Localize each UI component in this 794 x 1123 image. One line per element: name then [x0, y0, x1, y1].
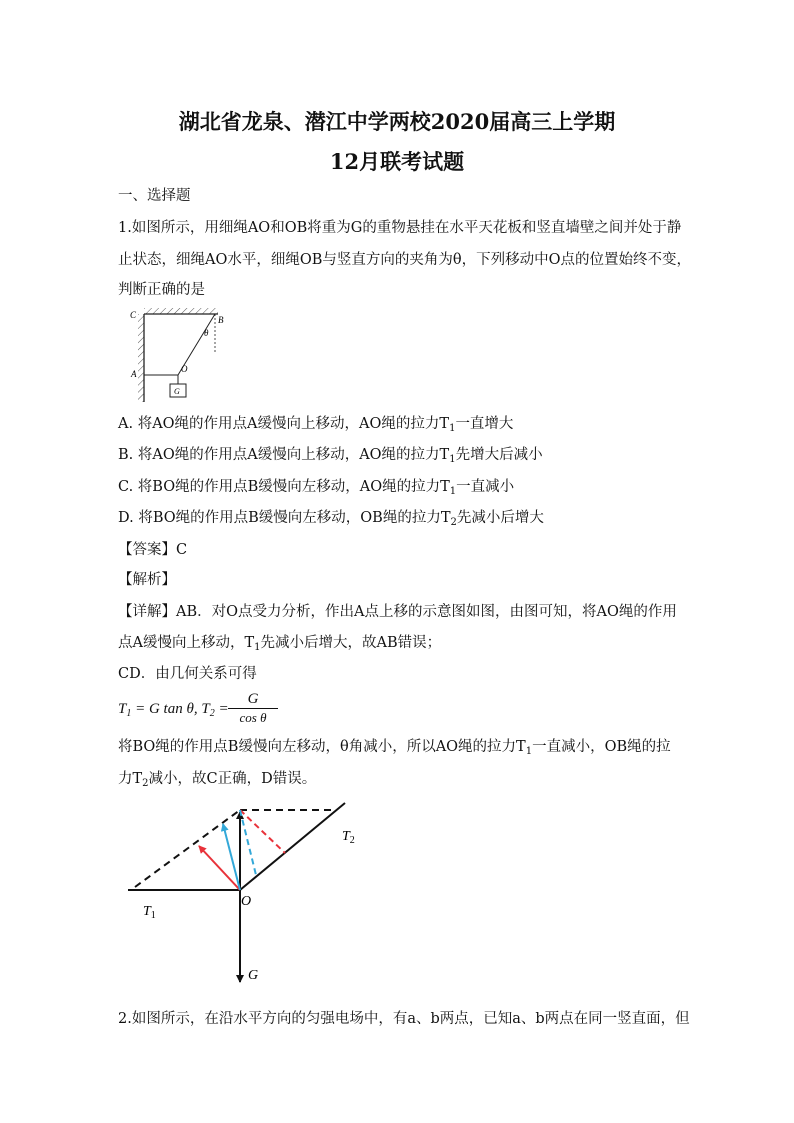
label-a: A — [131, 369, 137, 379]
formula-t1: T — [118, 701, 127, 717]
conc1-sub: 1 — [525, 746, 533, 757]
t2-axis-line — [240, 803, 345, 890]
label-g: G — [174, 387, 180, 396]
formula-numerator: G — [228, 690, 278, 709]
q1-conclusion-line1 — [118, 737, 671, 762]
force-diagram — [120, 798, 370, 988]
q1-analysis-heading: 【解析】 — [118, 572, 176, 588]
detail2-sub: 1 — [254, 642, 261, 653]
formula-sub1: 1 — [126, 708, 132, 719]
option-d-text: D. 将BO绳的作用点B缓慢向左移动，OB绳的拉力T — [118, 510, 451, 526]
q1-option-d — [118, 508, 544, 533]
q1-option-b — [118, 445, 543, 470]
formula-eq2: = — [214, 701, 229, 717]
option-b-sub: 1 — [449, 454, 456, 465]
label-o: O — [181, 364, 188, 374]
option-c-tail: 一直减小 — [456, 479, 515, 495]
formula-eq1: = G tan θ, T — [131, 701, 210, 717]
conc1-tail: 一直减小，OB绳的拉 — [532, 739, 671, 755]
conc2-sub: 2 — [142, 778, 149, 789]
option-a-sub: 1 — [449, 423, 456, 434]
formula-lhs — [118, 701, 229, 719]
option-d-tail: 先减小后增大 — [456, 510, 544, 526]
q1-answer: 【答案】C — [118, 542, 188, 558]
label-o-diagram: O — [241, 894, 252, 909]
doc-title-line1: 湖北省龙泉、潜江中学两校2020届高三上学期 — [178, 109, 616, 134]
red-dashed-line — [240, 810, 285, 853]
formula-sub2: 2 — [209, 708, 215, 719]
q1-text-line2: 止状态，细绳AO水平，细绳OB与竖直方向的夹角为θ，下列移动中O点的位置始终不变， — [118, 252, 692, 268]
q1-detail-line1: 【详解】AB．对O点受力分析，作出A点上移的示意图如图，由图可知，将AO绳的作用 — [118, 604, 677, 620]
conc2-text: 力T — [118, 771, 143, 787]
q1-option-c — [118, 477, 514, 502]
label-t2: $T_2$ — [342, 829, 355, 846]
conc1-text: 将BO绳的作用点B缓慢向左移动，θ角减小，所以AO绳的拉力T — [118, 739, 526, 755]
doc-title-line2: 12月联考试题 — [329, 149, 465, 174]
ceiling-hatch — [144, 308, 218, 314]
q1-conclusion-line2 — [118, 769, 316, 794]
label-g-diagram: G — [248, 968, 259, 983]
q1-figure — [118, 306, 228, 406]
option-a-tail: 一直增大 — [455, 416, 514, 432]
wall-hatch — [138, 314, 144, 402]
formula-fraction — [228, 690, 278, 727]
left-dashed-line — [135, 810, 240, 887]
q1-cd-heading: CD．由几何关系可得 — [118, 666, 257, 682]
label-c: C — [130, 310, 137, 320]
option-d-sub: 2 — [450, 517, 457, 528]
option-b-text: B. 将AO绳的作用点A缓慢向上移动，AO绳的拉力T — [118, 447, 450, 463]
conc2-tail: 减小，故C正确，D错误。 — [148, 771, 317, 787]
option-a-text: A. 将AO绳的作用点A缓慢向上移动，AO绳的拉力T — [118, 416, 450, 432]
option-c-text: C. 将BO绳的作用点B缓慢向左移动，AO绳的拉力T — [118, 479, 450, 495]
q1-text-line3: 判断正确的是 — [118, 282, 205, 298]
option-c-sub: 1 — [449, 486, 457, 497]
q2-text-line1: 2.如图所示，在沿水平方向的匀强电场中，有a、b两点，已知a、b两点在同一竖直面，但 — [118, 1011, 690, 1027]
detail2-text: 点A缓慢向上移动，T — [118, 635, 255, 651]
formula-denominator: cos θ — [239, 710, 267, 725]
label-theta: θ — [204, 328, 209, 338]
option-b-tail: 先增大后减小 — [455, 447, 543, 463]
q1-option-a — [118, 414, 513, 439]
blue-dashed-line — [240, 810, 256, 875]
q1-text-line1: 1.如图所示，用细绳AO和OB将重为G的重物悬挂在水平天花板和竖直墙壁之间并处于静 — [118, 220, 682, 236]
detail2-tail: 先减小后增大，故AB错误； — [260, 635, 442, 651]
label-b: B — [218, 315, 224, 325]
label-t1: $T_1$ — [143, 904, 156, 921]
q1-detail-line2 — [118, 633, 441, 658]
section-heading: 一、选择题 — [118, 188, 191, 204]
